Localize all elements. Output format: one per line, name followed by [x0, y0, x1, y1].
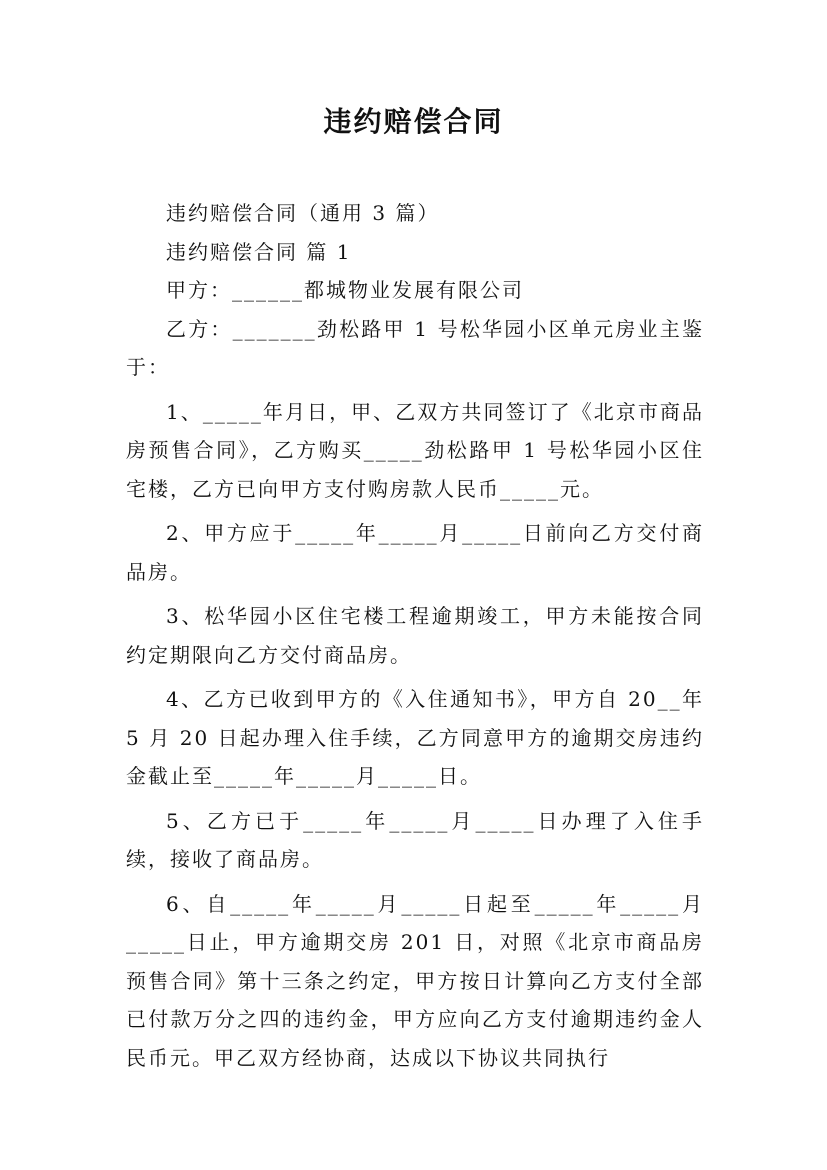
body-paragraph-section-heading: 违约赔偿合同 篇 1: [166, 239, 352, 264]
body-paragraph-clause-5: 5、乙方已于_____年_____月_____日办理了入住手续，接收了商品房。: [126, 808, 704, 871]
body-paragraph-clause-1: 1、_____年月日，甲、乙双方共同签订了《北京市商品房预售合同》，乙方购买_____劲松路甲 1 号松华园小区住宅楼，乙方已向甲方支付购房款人民币_____元。: [126, 399, 704, 501]
body-paragraph-party-a: 甲方：______都城物业发展有限公司: [166, 278, 524, 302]
body-paragraph-subtitle: 违约赔偿合同（通用 3 篇）: [166, 201, 440, 225]
body-paragraph-clause-6: 6、自_____年_____月_____日起至_____年_____月_____日止，甲方逾期交房 201 日，对照《北京市商品房预售合同》第十三条之约定，甲方按日计算向乙方支付全部已付款万分之四的违约金，甲方应向乙方支付逾期违约金人民币元。甲乙双方经协商，达成以下协议共同执行: [126, 891, 704, 1070]
document-title: 违约赔偿合同: [323, 105, 504, 138]
body-paragraph-clause-3: 3、松华园小区住宅楼工程逾期竣工，甲方未能按合同约定期限向乙方交付商品房。: [126, 604, 704, 667]
body-paragraph-party-b: 乙方：_______劲松路甲 1 号松华园小区单元房业主鉴于：: [126, 316, 704, 379]
body-paragraph-clause-4: 4、乙方已收到甲方的《入住通知书》，甲方自 20__年 5 月 20 日起办理入住手续，乙方同意甲方的逾期交房违约金截止至_____年_____月_____日。: [126, 687, 704, 788]
document-body: [126, 194, 704, 1077]
body-paragraph-clause-2: 2、甲方应于_____年_____月_____日前向乙方交付商品房。: [126, 521, 704, 584]
